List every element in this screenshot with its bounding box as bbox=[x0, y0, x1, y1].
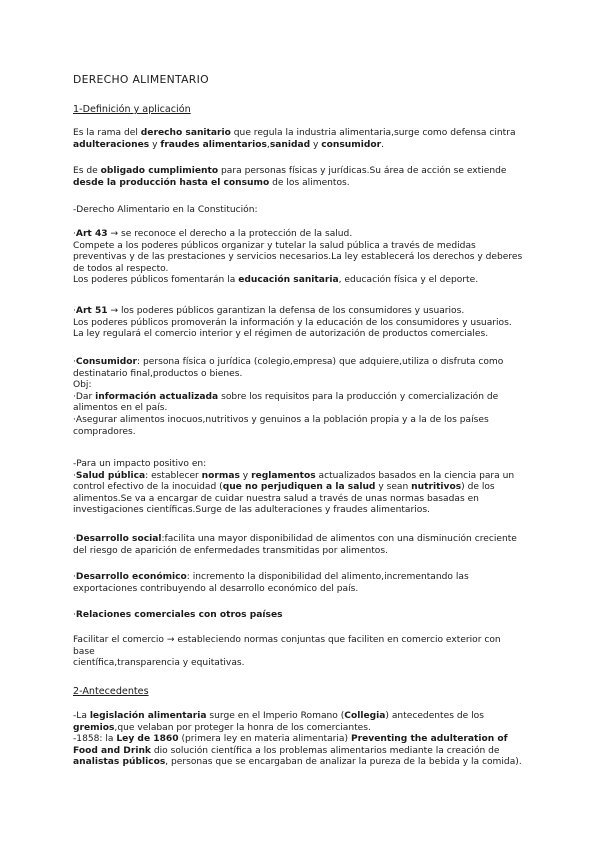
impacto-salud-publica: -Para un impacto positivo en: ·Salud pública: establecer normas y reglamentos actualizados basados en la ciencia para un control efectivo de la inocuidad (que no perjudiquen a la salud y sean nutritivos) de los alimentos.Se va a encargar de cuidar nuestra salud a través de unas normas basadas en investigaciones científicas.Surge de las adulteraciones y fraudes alimentarios. bbox=[73, 459, 515, 516]
desarrollo-social: ·Desarrollo social:facilita una mayor disponibilidad de alimentos con una disminución creciente del riesgo de aparición de enfermedades transmitidas por alimentos. bbox=[73, 534, 517, 556]
antecedentes-paragraph: -La legislación alimentaria surge en el Imperio Romano (Collegia) antecedentes de los gremios,que velaban por proteger la honra de los comerciantes. -1858: la Ley de 1860 (primera ley en materia alimentaria) Preventing the adulteration of Food and Drink dio solución científica a los problemas alimentarios mediante la creación de analistas públicos, personas que se encargaban de analizar la pureza de la bebida y la comida). bbox=[73, 711, 522, 768]
paragraph-definicion: Es la rama del derecho sanitario que regula la industria alimentaria,surge como defensa cintra adulteraciones y fraudes alimentarios,sanidad y consumidor. bbox=[73, 128, 516, 150]
relaciones-comerciales-heading: ·Relaciones comerciales con otros países bbox=[73, 610, 283, 620]
section-heading-definicion: 1-Definición y aplicación bbox=[73, 104, 191, 115]
relaciones-comerciales-text: Facilitar el comercio → estableciendo normas conjuntas que faciliten en comercio exterior con base científica,transparencia y equitativas. bbox=[73, 635, 501, 669]
constitucion-heading: -Derecho Alimentario en la Constitución: bbox=[73, 205, 258, 215]
desarrollo-economico: ·Desarrollo económico: incremento la disponibilidad del alimento,incrementando las exportaciones contribuyendo al desarrollo económico del país. bbox=[73, 572, 469, 594]
article-43: ·Art 43 → se reconoce el derecho a la protección de la salud. Compete a los poderes públicos organizar y tutelar la salud pública a través de medidas preventivas y de las prestaciones y servicios necesarios.La ley establecerá los derechos y deberes de todos al respecto. Los poderes públicos fomentarán la educación sanitaria, educación física y el deporte. bbox=[73, 229, 523, 286]
document-title: DERECHO ALIMENTARIO bbox=[73, 73, 209, 86]
section-heading-antecedentes: 2-Antecedentes bbox=[73, 686, 149, 697]
consumidor-definition: ·Consumidor: persona física o jurídica (colegio,empresa) que adquiere,utiliza o disfruta como destinatario final,productos o bienes. Obj: ·Dar información actualizada sobre los requisitos para la producción y comercialización de alimentos en el país. ·Asegurar alimentos inocuos,nutritivos y genuinos a la población propia y a la de los países compradores. bbox=[73, 357, 504, 437]
article-51: ·Art 51 → los poderes públicos garantizan la defensa de los consumidores y usuarios. Los poderes públicos promoverán la información y la educación de los consumidores y usuarios. La ley regulará el comercio interior y el régimen de autorización de productos comerciales. bbox=[73, 306, 512, 340]
paragraph-obligado: Es de obligado cumplimiento para personas físicas y jurídicas.Su área de acción se extiende desde la producción hasta el consumo de los alimentos. bbox=[73, 166, 507, 188]
